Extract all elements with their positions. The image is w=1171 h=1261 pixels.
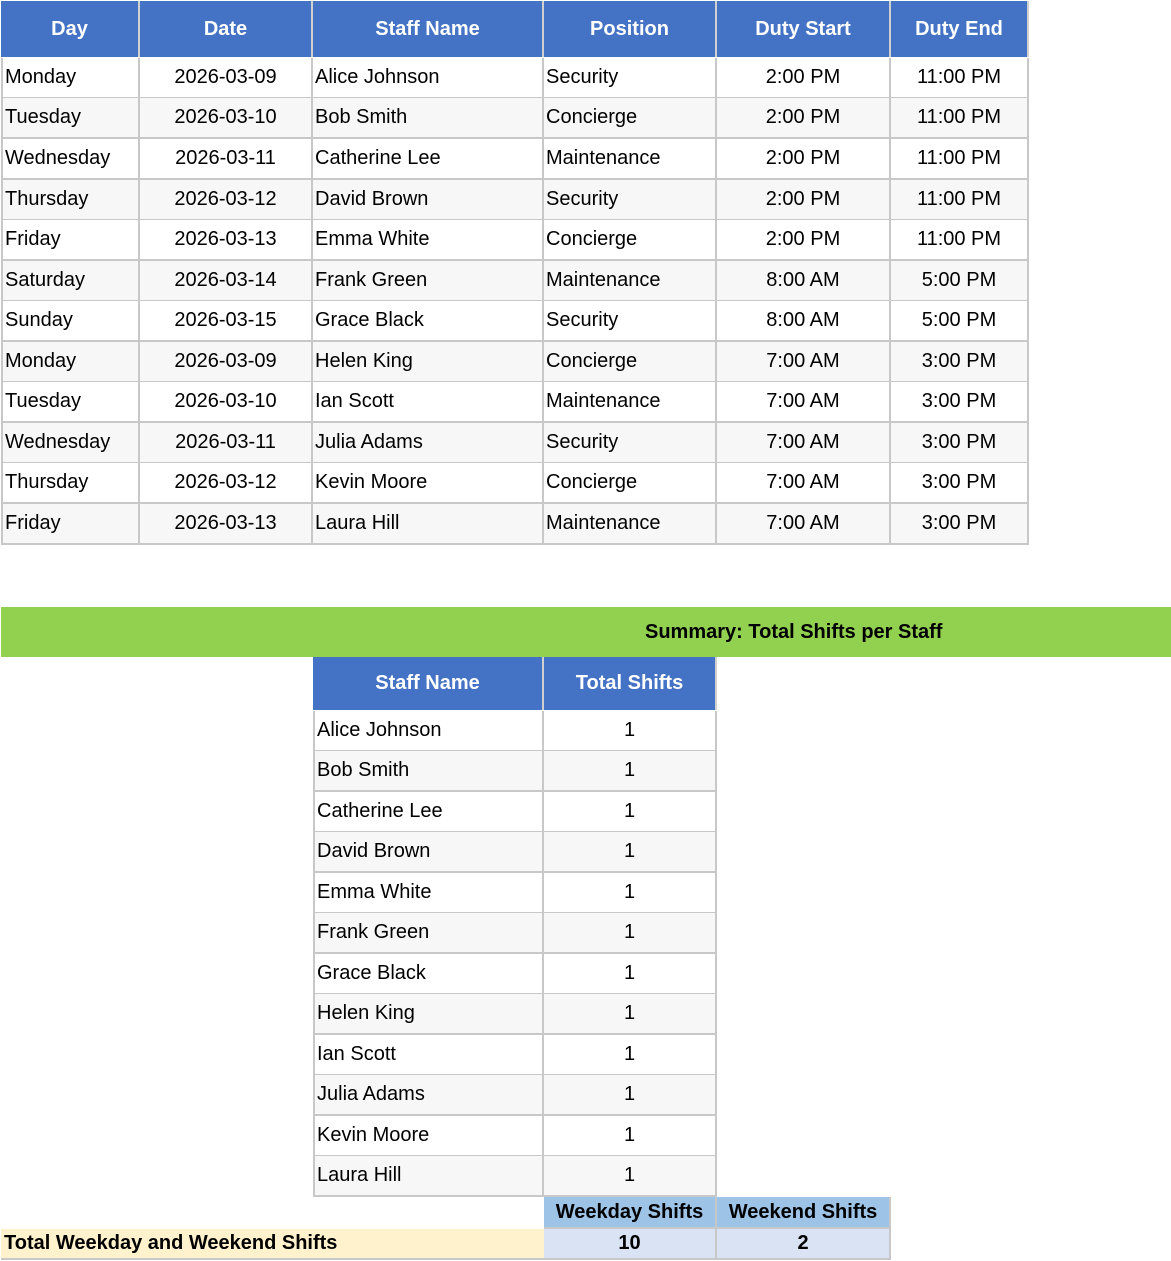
summary-cell-staff-name[interactable]: Emma White [313,873,544,914]
cell-date[interactable]: 2026-03-14 [140,261,313,302]
summary-header-staff-name[interactable]: Staff Name [313,657,544,710]
cell-staff-name[interactable]: David Brown [313,180,544,221]
cell-position[interactable]: Maintenance [544,382,717,423]
cell-position[interactable]: Maintenance [544,504,717,545]
cell-position[interactable]: Concierge [544,463,717,504]
cell-duty-start[interactable]: 2:00 PM [717,139,891,180]
cell-duty-start[interactable]: 7:00 AM [717,423,891,464]
summary-cell-total-shifts[interactable]: 1 [544,913,717,954]
cell-duty-end[interactable]: 5:00 PM [891,261,1029,302]
cell-staff-name[interactable]: Ian Scott [313,382,544,423]
cell-date[interactable]: 2026-03-13 [140,220,313,261]
cell-staff-name[interactable]: Catherine Lee [313,139,544,180]
cell-day[interactable]: Friday [1,220,140,261]
weekday-shifts-value[interactable]: 10 [544,1229,717,1260]
cell-day[interactable]: Wednesday [1,423,140,464]
cell-staff-name[interactable]: Helen King [313,342,544,383]
cell-staff-name[interactable]: Bob Smith [313,98,544,139]
cell-duty-end[interactable]: 3:00 PM [891,463,1029,504]
summary-cell-total-shifts[interactable]: 1 [544,994,717,1035]
cell-staff-name[interactable]: Laura Hill [313,504,544,545]
column-header-date[interactable]: Date [140,1,313,57]
cell-staff-name[interactable]: Julia Adams [313,423,544,464]
summary-cell-total-shifts[interactable]: 1 [544,1116,717,1157]
summary-cell-staff-name[interactable]: David Brown [313,832,544,873]
summary-cell-total-shifts[interactable]: 1 [544,873,717,914]
summary-cell-staff-name[interactable]: Ian Scott [313,1035,544,1076]
cell-date[interactable]: 2026-03-15 [140,301,313,342]
cell-day[interactable]: Tuesday [1,98,140,139]
weekend-shifts-value[interactable]: 2 [717,1229,891,1260]
cell-date[interactable]: 2026-03-09 [140,58,313,99]
cell-date[interactable]: 2026-03-12 [140,463,313,504]
cell-position[interactable]: Security [544,180,717,221]
cell-position[interactable]: Concierge [544,220,717,261]
cell-duty-start[interactable]: 7:00 AM [717,382,891,423]
cell-position[interactable]: Maintenance [544,261,717,302]
cell-duty-end[interactable]: 11:00 PM [891,139,1029,180]
cell-date[interactable]: 2026-03-11 [140,423,313,464]
summary-cell-staff-name[interactable]: Kevin Moore [313,1116,544,1157]
column-header-duty-start[interactable]: Duty Start [717,1,891,57]
summary-cell-total-shifts[interactable]: 1 [544,792,717,833]
summary-cell-staff-name[interactable]: Laura Hill [313,1156,544,1197]
cell-duty-end[interactable]: 3:00 PM [891,423,1029,464]
cell-day[interactable]: Friday [1,504,140,545]
cell-duty-start[interactable]: 2:00 PM [717,98,891,139]
cell-day[interactable]: Monday [1,58,140,99]
summary-cell-staff-name[interactable]: Helen King [313,994,544,1035]
cell-staff-name[interactable]: Grace Black [313,301,544,342]
summary-cell-total-shifts[interactable]: 1 [544,1035,717,1076]
cell-duty-start[interactable]: 2:00 PM [717,180,891,221]
summary-cell-staff-name[interactable]: Bob Smith [313,751,544,792]
cell-position[interactable]: Concierge [544,342,717,383]
summary-cell-staff-name[interactable]: Julia Adams [313,1075,544,1116]
cell-position[interactable]: Security [544,423,717,464]
summary-cell-total-shifts[interactable]: 1 [544,832,717,873]
cell-date[interactable]: 2026-03-12 [140,180,313,221]
cell-duty-end[interactable]: 11:00 PM [891,180,1029,221]
cell-duty-start[interactable]: 8:00 AM [717,261,891,302]
cell-duty-end[interactable]: 5:00 PM [891,301,1029,342]
cell-duty-start[interactable]: 2:00 PM [717,220,891,261]
summary-header-total-shifts[interactable]: Total Shifts [544,657,717,710]
column-header-duty-end[interactable]: Duty End [891,1,1029,57]
summary-cell-total-shifts[interactable]: 1 [544,711,717,752]
cell-position[interactable]: Security [544,58,717,99]
cell-day[interactable]: Thursday [1,463,140,504]
column-header-day[interactable]: Day [1,1,140,57]
cell-day[interactable]: Sunday [1,301,140,342]
summary-cell-total-shifts[interactable]: 1 [544,954,717,995]
cell-date[interactable]: 2026-03-09 [140,342,313,383]
weekday-shifts-header[interactable]: Weekday Shifts [544,1197,717,1229]
cell-duty-end[interactable]: 11:00 PM [891,58,1029,99]
cell-position[interactable]: Concierge [544,98,717,139]
column-header-position[interactable]: Position [544,1,717,57]
cell-day[interactable]: Wednesday [1,139,140,180]
cell-staff-name[interactable]: Alice Johnson [313,58,544,99]
cell-day[interactable]: Monday [1,342,140,383]
cell-day[interactable]: Thursday [1,180,140,221]
cell-duty-end[interactable]: 3:00 PM [891,504,1029,545]
column-header-staff-name[interactable]: Staff Name [313,1,544,57]
summary-title: Summary: Total Shifts per Staff [645,620,943,643]
cell-day[interactable]: Saturday [1,261,140,302]
weekend-shifts-header[interactable]: Weekend Shifts [717,1197,891,1229]
cell-position[interactable]: Security [544,301,717,342]
cell-date[interactable]: 2026-03-13 [140,504,313,545]
cell-duty-start[interactable]: 7:00 AM [717,504,891,545]
cell-position[interactable]: Maintenance [544,139,717,180]
cell-duty-end[interactable]: 3:00 PM [891,382,1029,423]
summary-cell-staff-name[interactable]: Catherine Lee [313,792,544,833]
cell-duty-start[interactable]: 7:00 AM [717,463,891,504]
cell-duty-start[interactable]: 2:00 PM [717,58,891,99]
cell-staff-name[interactable]: Emma White [313,220,544,261]
cell-date[interactable]: 2026-03-10 [140,98,313,139]
cell-staff-name[interactable]: Frank Green [313,261,544,302]
summary-cell-staff-name[interactable]: Frank Green [313,913,544,954]
summary-title-bar [1,607,1171,657]
summary-cell-total-shifts[interactable]: 1 [544,1156,717,1197]
cell-duty-end[interactable]: 11:00 PM [891,98,1029,139]
cell-date[interactable]: 2026-03-10 [140,382,313,423]
cell-duty-start[interactable]: 8:00 AM [717,301,891,342]
summary-cell-total-shifts[interactable]: 1 [544,1075,717,1116]
cell-duty-end[interactable]: 11:00 PM [891,220,1029,261]
summary-cell-staff-name[interactable]: Grace Black [313,954,544,995]
summary-cell-total-shifts[interactable]: 1 [544,751,717,792]
cell-date[interactable]: 2026-03-11 [140,139,313,180]
cell-duty-end[interactable]: 3:00 PM [891,342,1029,383]
cell-duty-start[interactable]: 7:00 AM [717,342,891,383]
cell-day[interactable]: Tuesday [1,382,140,423]
total-shifts-label[interactable]: Total Weekday and Weekend Shifts [1,1229,544,1260]
summary-cell-staff-name[interactable]: Alice Johnson [313,711,544,752]
cell-staff-name[interactable]: Kevin Moore [313,463,544,504]
